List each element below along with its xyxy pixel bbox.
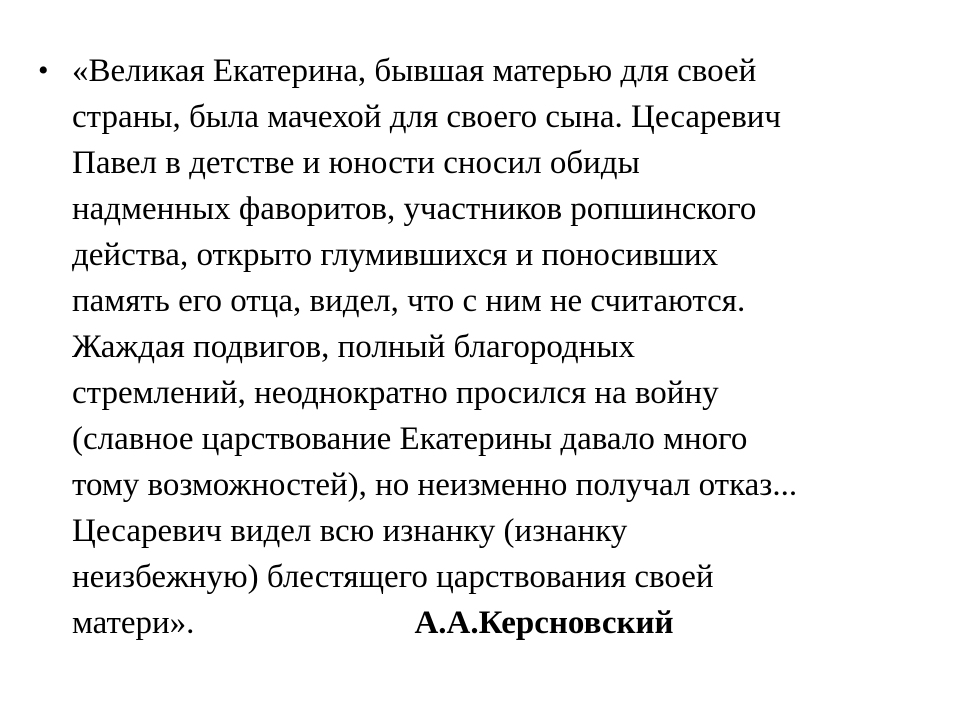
quote-text <box>72 48 918 646</box>
quote-line: Цесаревич видел всю изнанку (изнанку <box>72 513 628 549</box>
author-name: А.А.Керсновский <box>414 605 674 641</box>
quote-line: надменных фаворитов, участников ропшинского <box>72 191 757 227</box>
quote-line: стремлений, неоднократно просился на войну <box>72 375 719 411</box>
quote-line: неизбежную) блестящего царствования своей <box>72 559 714 595</box>
quote-line: тому возможностей), но неизменно получал отказ... <box>72 467 798 503</box>
quote-line: действа, открыто глумившихся и поносивших <box>72 237 719 273</box>
quote-line: Павел в детстве и юности сносил обиды <box>72 145 640 181</box>
quote-last-line-text: матери». <box>72 605 195 641</box>
quote-line: (славное царствование Екатерины давало много <box>72 421 748 457</box>
quote-line: память его отца, видел, что с ним не считаются. <box>72 283 746 319</box>
bullet-icon: • <box>38 54 49 87</box>
quote-last-line <box>72 600 918 646</box>
quote-line: «Великая Екатерина, бывшая матерью для своей <box>72 53 757 89</box>
quote-line: страны, была мачехой для своего сына. Цесаревич <box>72 99 782 135</box>
quote-line: Жаждая подвигов, полный благородных <box>72 329 635 365</box>
